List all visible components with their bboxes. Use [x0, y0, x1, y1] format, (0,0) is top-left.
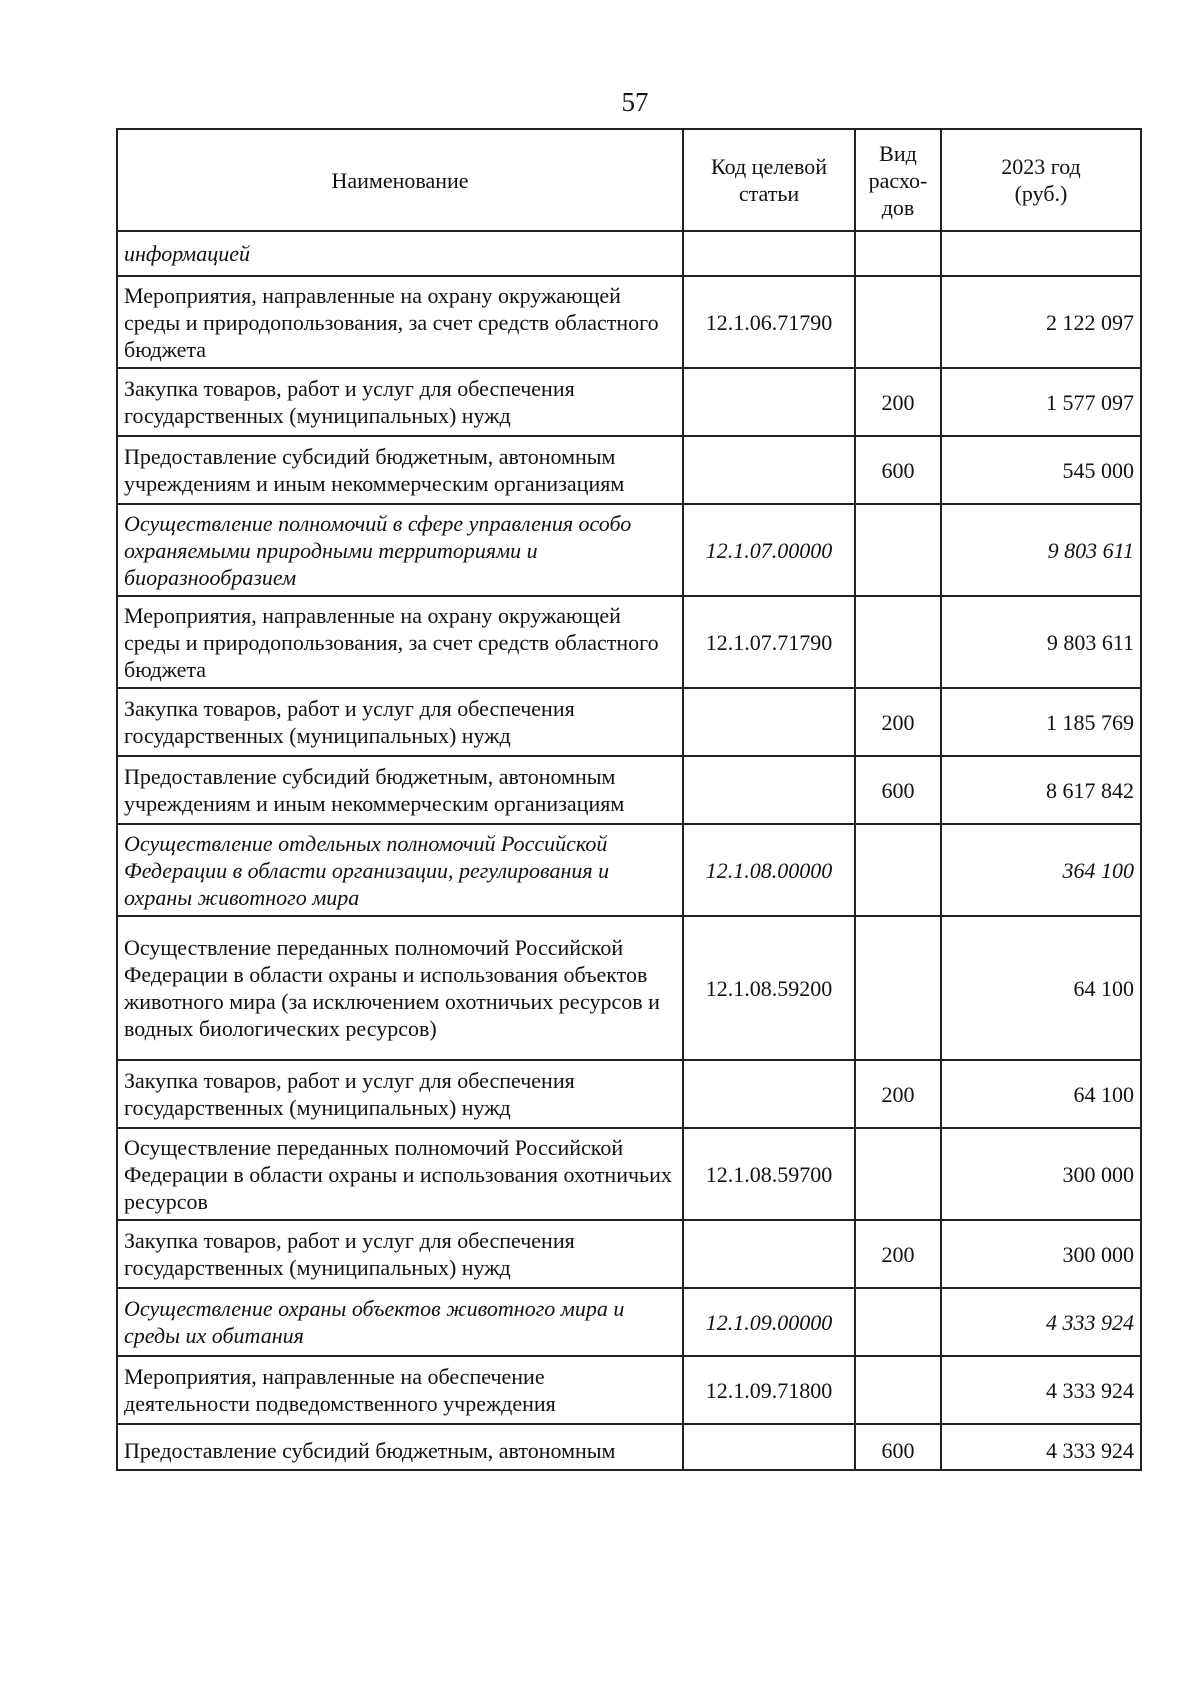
header-type-line: дов: [881, 194, 915, 220]
table-row: [117, 1356, 1141, 1424]
row-name-cell: Предоставление субсидий бюджетным, автономным: [117, 1424, 683, 1470]
row-amount-cell: 2 122 097: [941, 276, 1141, 368]
row-type-cell: [855, 504, 941, 596]
table-row: [117, 756, 1141, 824]
row-code-cell: [683, 436, 855, 504]
row-type-cell: 200: [855, 1220, 941, 1288]
table-row: [117, 688, 1141, 756]
row-amount-cell: 64 100: [941, 916, 1141, 1060]
row-name-cell: информацией: [117, 231, 683, 276]
row-amount-cell: 9 803 611: [941, 504, 1141, 596]
table-row: [117, 1128, 1141, 1220]
row-amount-cell: 8 617 842: [941, 756, 1141, 824]
row-code-cell: 12.1.09.00000: [683, 1288, 855, 1356]
row-amount-cell: 64 100: [941, 1060, 1141, 1128]
table-row: [117, 596, 1141, 688]
row-type-cell: [855, 1356, 941, 1424]
row-amount-cell: 1 577 097: [941, 368, 1141, 436]
table-row: [117, 436, 1141, 504]
budget-table: [116, 128, 1142, 1471]
header-name: Наименование: [117, 129, 683, 231]
header-type: [855, 129, 941, 231]
row-type-cell: 600: [855, 1424, 941, 1470]
table-header-row: [117, 129, 1141, 231]
row-type-cell: [855, 276, 941, 368]
row-name-cell: Осуществление переданных полномочий Российской Федерации в области охраны и использования объектов животного мира (за исключением охотничьих ресурсов и водных биологических ресурсов): [117, 916, 683, 1060]
header-year-line: (руб.): [1014, 181, 1068, 206]
row-type-cell: [855, 1128, 941, 1220]
row-name-cell: Осуществление охраны объектов животного мира и среды их обитания: [117, 1288, 683, 1356]
header-type-line: Вид: [879, 140, 917, 166]
row-code-cell: 12.1.09.71800: [683, 1356, 855, 1424]
row-code-cell: [683, 1220, 855, 1288]
row-type-cell: [855, 231, 941, 276]
row-name-cell: Закупка товаров, работ и услуг для обеспечения государственных (муниципальных) нужд: [117, 688, 683, 756]
table-row: [117, 231, 1141, 276]
row-type-cell: 200: [855, 688, 941, 756]
row-name-cell: Закупка товаров, работ и услуг для обеспечения государственных (муниципальных) нужд: [117, 368, 683, 436]
row-name-cell: Мероприятия, направленные на охрану окружающей среды и природопользования, за счет средств областного бюджета: [117, 596, 683, 688]
table-row: [117, 504, 1141, 596]
header-year-line: 2023 год: [1001, 154, 1081, 179]
row-code-cell: [683, 688, 855, 756]
row-name-cell: Закупка товаров, работ и услуг для обеспечения государственных (муниципальных) нужд: [117, 1060, 683, 1128]
row-type-cell: 600: [855, 436, 941, 504]
row-name-cell: Закупка товаров, работ и услуг для обеспечения государственных (муниципальных) нужд: [117, 1220, 683, 1288]
row-amount-cell: 4 333 924: [941, 1356, 1141, 1424]
row-type-cell: 200: [855, 1060, 941, 1128]
row-amount-cell: 300 000: [941, 1128, 1141, 1220]
row-code-cell: [683, 1060, 855, 1128]
row-amount-cell: 4 333 924: [941, 1424, 1141, 1470]
row-type-cell: [855, 916, 941, 1060]
row-amount-cell: 4 333 924: [941, 1288, 1141, 1356]
table-row: [117, 916, 1141, 1060]
row-type-cell: [855, 824, 941, 916]
row-code-cell: [683, 368, 855, 436]
page-number: 57: [621, 87, 649, 117]
table-row: [117, 824, 1141, 916]
header-code: Код целевой статьи: [683, 129, 855, 231]
row-name-cell: Предоставление субсидий бюджетным, автономным учреждениям и иным некоммерческим организациям: [117, 756, 683, 824]
row-code-cell: 12.1.06.71790: [683, 276, 855, 368]
table-row: [117, 1288, 1141, 1356]
row-code-cell: [683, 1424, 855, 1470]
table-row: [117, 1060, 1141, 1128]
row-amount-cell: 545 000: [941, 436, 1141, 504]
row-name-cell: Мероприятия, направленные на охрану окружающей среды и природопользования, за счет средств областного бюджета: [117, 276, 683, 368]
row-amount-cell: 9 803 611: [941, 596, 1141, 688]
row-code-cell: 12.1.08.59700: [683, 1128, 855, 1220]
table-row: [117, 276, 1141, 368]
header-type-line: расхо-: [868, 167, 928, 193]
row-type-cell: [855, 596, 941, 688]
row-amount-cell: 364 100: [941, 824, 1141, 916]
row-type-cell: [855, 1288, 941, 1356]
row-name-cell: Осуществление переданных полномочий Российской Федерации в области охраны и использования охотничьих ресурсов: [117, 1128, 683, 1220]
row-name-cell: Мероприятия, направленные на обеспечение деятельности подведомственного учреждения: [117, 1356, 683, 1424]
row-type-cell: 200: [855, 368, 941, 436]
table-row: [117, 1220, 1141, 1288]
row-code-cell: 12.1.07.00000: [683, 504, 855, 596]
row-code-cell: 12.1.07.71790: [683, 596, 855, 688]
row-amount-cell: [941, 231, 1141, 276]
row-name-cell: Предоставление субсидий бюджетным, автономным учреждениям и иным некоммерческим организациям: [117, 436, 683, 504]
table-row: [117, 1424, 1141, 1470]
row-amount-cell: 1 185 769: [941, 688, 1141, 756]
row-code-cell: [683, 756, 855, 824]
row-amount-cell: 300 000: [941, 1220, 1141, 1288]
row-code-cell: 12.1.08.00000: [683, 824, 855, 916]
row-name-cell: Осуществление полномочий в сфере управления особо охраняемыми природными территориями и биоразнообразием: [117, 504, 683, 596]
row-name-cell: Осуществление отдельных полномочий Российской Федерации в области организации, регулирования и охраны животного мира: [117, 824, 683, 916]
row-code-cell: 12.1.08.59200: [683, 916, 855, 1060]
header-year: [941, 129, 1141, 231]
table-row: [117, 368, 1141, 436]
row-type-cell: 600: [855, 756, 941, 824]
row-code-cell: [683, 231, 855, 276]
